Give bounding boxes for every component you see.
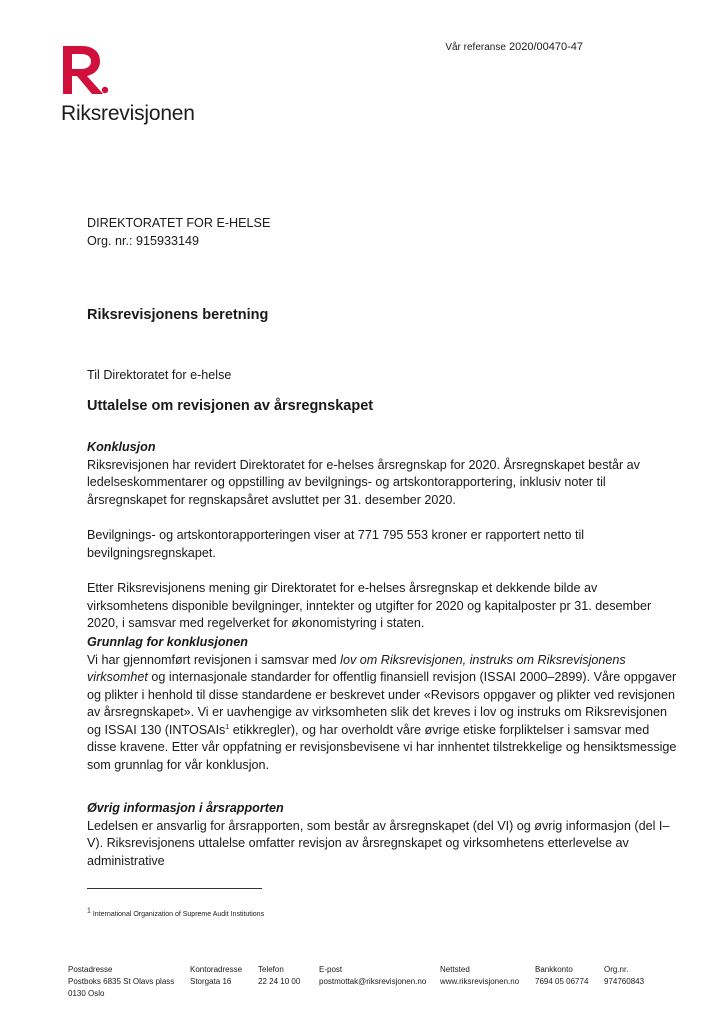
grunnlag-heading: Grunnlag for konklusjonen xyxy=(87,635,248,649)
ovrig-section xyxy=(87,800,677,870)
footnote xyxy=(87,907,265,918)
footer-nettsted-label: Nettsted xyxy=(440,965,470,974)
konklusjon-paragraph-2: Bevilgnings- og artskontorapporteringen viser at 771 795 553 kroner er rapportert netto til bevilgningsregnskapet. xyxy=(87,528,585,560)
logo-wordmark: Riksrevisjonen xyxy=(61,102,195,125)
footer-epost-value[interactable]: postmottak@riksrevisjonen.no xyxy=(319,977,427,986)
konklusjon-heading: Konklusjon xyxy=(87,440,156,454)
footer-kontoradresse-label: Kontoradresse xyxy=(190,965,243,974)
footnote-divider xyxy=(87,888,262,889)
grunnlag-paragraph xyxy=(87,652,677,775)
riksrevisjonen-logo-icon xyxy=(60,44,108,96)
footer-epost xyxy=(319,964,426,988)
grunnlag-text-c: etikkregler), og har overholdt våre øvrige etiske forpliktelser i samsvar med disse kravene. Etter vår oppfatning er revisjonsbevisene vi har innhentet tilstrekkelige og hensiktsmessige som grunnlag for vår konklusjon. xyxy=(87,722,677,772)
footer-kontoradresse-value: Storgata 16 xyxy=(190,977,232,986)
footer-bankkonto-label: Bankkonto xyxy=(535,965,573,974)
reference-value: 2020/00470-47 xyxy=(508,41,583,53)
footer-postadresse xyxy=(68,964,174,1000)
grunnlag-section xyxy=(87,634,677,774)
footnote-number: 1 xyxy=(87,907,91,915)
page-title: Riksrevisjonens beretning xyxy=(87,307,269,323)
footer-bankkonto xyxy=(535,964,588,988)
grunnlag-text-italic: lov om Riksrevisjonen, instruks om Riksrevisjonens virksomhet xyxy=(87,652,626,684)
grunnlag-text-a: Vi har gjennomført revisjonen i samsvar med xyxy=(87,652,341,667)
grunnlag-text-b: og internasjonale standarder for offentlig finansiell revisjon (ISSAI 2000–2899). Våre oppgaver og plikter i henhold til disse standardene er beskrevet under «Revisors oppgaver og plikter ved revisjonen av årsregnskapet». Vi er uavhengige av virksomheten slik det kreves i lov og instruks om Riksrevisjonen og ISSAI 130 (INTOSAIs xyxy=(87,670,677,737)
reference xyxy=(445,41,583,53)
footer-telefon xyxy=(258,964,300,988)
footer-postadresse-label: Postadresse xyxy=(68,965,113,974)
footer-telefon-value: 22 24 10 00 xyxy=(258,977,301,986)
footer-orgnr-value: 974760843 xyxy=(604,977,645,986)
konklusjon-paragraph-1: Riksrevisjonen har revidert Direktoratet for e-helses årsregnskap for 2020. Årsregnskapet består av ledelseskommentarer og oppstilling av bevilgnings- og artskontorapportering, inklusiv noter til årsregnskapet for regnskapsåret avsluttet per 31. desember 2020. xyxy=(87,457,640,507)
footer-postadresse-line2: 0130 Oslo xyxy=(68,989,105,998)
recipient-org-nr: Org. nr.: 915933149 xyxy=(87,233,200,248)
footer-telefon-label: Telefon xyxy=(258,965,284,974)
salutation: Til Direktoratet for e-helse xyxy=(87,368,232,382)
reference-label: Vår referanse xyxy=(445,42,506,53)
konklusjon-paragraph-3: Etter Riksrevisjonens mening gir Direktoratet for e-helses årsregnskap et dekkende bilde av virksomhetens disponible bevilgninger, inntekter og utgifter for 2020 og kapitalposter pr 31. desember 2020, i samsvar med regelverket for økonomistyring i staten. xyxy=(87,581,652,630)
footer-kontoradresse xyxy=(190,964,242,988)
footer-orgnr xyxy=(604,964,644,988)
footer-postadresse-line1: Postboks 6835 St Olavs plass xyxy=(68,977,175,986)
footnote-ref[interactable]: 1 xyxy=(225,723,230,731)
footnote-text: International Organization of Supreme Audit Institutions xyxy=(92,911,265,918)
footer-nettsted-value[interactable]: www.riksrevisjonen.no xyxy=(440,977,520,986)
konklusjon-section xyxy=(87,439,677,633)
ovrig-paragraph-1: Ledelsen er ansvarlig for årsrapporten, som består av årsregnskapet (del VI) og øvrig informasjon (del I–V). Riksrevisjonens uttalelse omfatter revisjon av årsregnskapet og virksomhetens etterlevelse av administrative xyxy=(87,818,670,868)
section-title: Uttalelse om revisjonen av årsregnskapet xyxy=(87,398,374,414)
recipient-block xyxy=(87,215,677,250)
footer-nettsted xyxy=(440,964,519,988)
ovrig-heading: Øvrig informasjon i årsrapporten xyxy=(87,801,284,815)
footer-bankkonto-value: 7694 05 06774 xyxy=(535,977,589,986)
footer-orgnr-label: Org.nr. xyxy=(604,965,629,974)
recipient-name: DIREKTORATET FOR E-HELSE xyxy=(87,216,271,230)
footer-epost-label: E-post xyxy=(319,965,343,974)
